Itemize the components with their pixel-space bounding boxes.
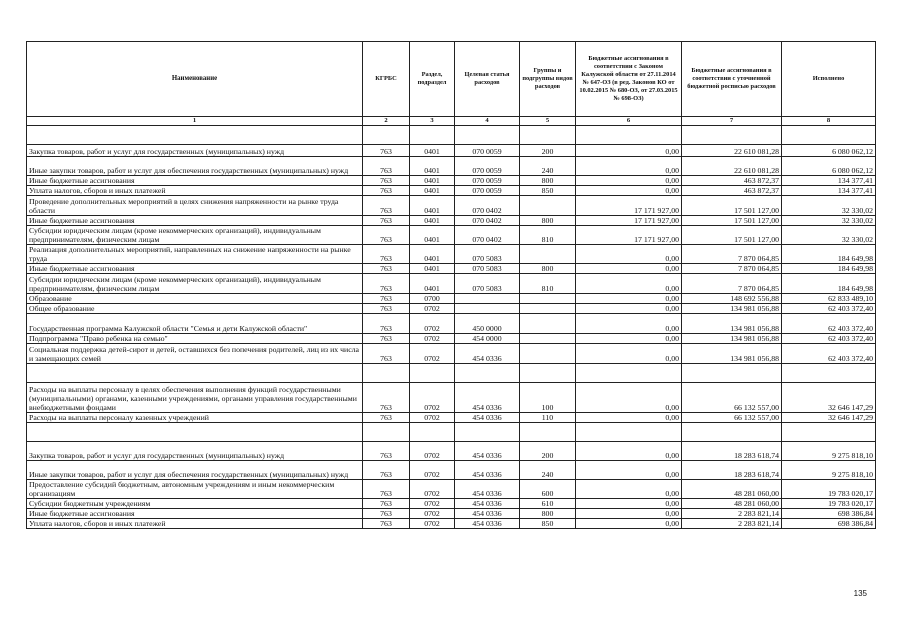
table-row: [27, 334, 876, 344]
cell-done: 62 403 372,40: [782, 314, 876, 334]
cell-refined: 7 870 064,85: [682, 245, 782, 264]
cell-refined: 66 132 557,00: [682, 383, 782, 413]
cell-done: 32 330,02: [782, 196, 876, 216]
cell-done: 32 646 147,29: [782, 383, 876, 413]
cell-law: 0,00: [576, 480, 682, 499]
table-row: [27, 442, 876, 461]
cell-name: Субсидии юридическим лицам (кроме некоммерческих организаций), индивидуальным предпринимателям, физическим лицам: [27, 274, 363, 294]
cell-law: 0,00: [576, 344, 682, 364]
cell-refined: 134 981 056,88: [682, 304, 782, 314]
cell-group: 850: [520, 186, 576, 196]
spacer-cell: [782, 126, 876, 145]
col-number: 7: [682, 117, 782, 126]
cell-target: 454 0336: [455, 442, 520, 461]
cell-kgrbs: 763: [363, 383, 410, 413]
cell-refined: 134 981 056,88: [682, 334, 782, 344]
cell-kgrbs: 763: [363, 413, 410, 423]
cell-law: 0,00: [576, 383, 682, 413]
table-row: [27, 216, 876, 226]
cell-done: 19 783 020,17: [782, 499, 876, 509]
cell-group: 800: [520, 216, 576, 226]
cell-target: 454 0336: [455, 480, 520, 499]
table-row: [27, 499, 876, 509]
cell-kgrbs: 763: [363, 509, 410, 519]
spacer-row: [27, 126, 876, 145]
cell-name: Подпрограмма "Право ребенка на семью": [27, 334, 363, 344]
cell-law: 0,00: [576, 186, 682, 196]
table-row: [27, 145, 876, 157]
cell-law: 0,00: [576, 304, 682, 314]
cell-kgrbs: 763: [363, 245, 410, 264]
cell-section: 0702: [410, 314, 455, 334]
cell-name: Иные закупки товаров, работ и услуг для обеспечения государственных (муниципальных) нужд: [27, 157, 363, 176]
cell-group: [520, 334, 576, 344]
cell-done: 698 386,84: [782, 519, 876, 529]
header-name: Наименование: [27, 42, 363, 117]
spacer-cell: [520, 126, 576, 145]
cell-law: 17 171 927,00: [576, 216, 682, 226]
spacer-cell: [782, 423, 876, 442]
cell-name: Государственная программа Калужской области "Семья и дети Калужской области": [27, 314, 363, 334]
spacer-row: [27, 364, 876, 383]
spacer-cell: [27, 364, 363, 383]
cell-section: 0702: [410, 344, 455, 364]
cell-kgrbs: 763: [363, 216, 410, 226]
cell-section: 0702: [410, 334, 455, 344]
spacer-cell: [682, 423, 782, 442]
header-refined: Бюджетные ассигнования в соответствии с уточненной бюджетной росписью расходов: [682, 42, 782, 117]
cell-group: 800: [520, 264, 576, 274]
cell-target: 454 0336: [455, 519, 520, 529]
cell-done: 184 649,98: [782, 264, 876, 274]
cell-name: Расходы на выплаты персоналу казенных учреждений: [27, 413, 363, 423]
cell-kgrbs: 763: [363, 480, 410, 499]
table-row: [27, 264, 876, 274]
cell-kgrbs: 763: [363, 226, 410, 245]
cell-name: Реализация дополнительных мероприятий, направленных на снижение напряженности на рынке труда: [27, 245, 363, 264]
cell-target: 454 0336: [455, 509, 520, 519]
column-number-row: [27, 117, 876, 126]
table-row: [27, 413, 876, 423]
cell-law: 0,00: [576, 176, 682, 186]
cell-law: 0,00: [576, 294, 682, 304]
table-row: [27, 294, 876, 304]
spacer-cell: [363, 423, 410, 442]
cell-name: Общее образование: [27, 304, 363, 314]
cell-group: 100: [520, 383, 576, 413]
cell-target: 070 0402: [455, 216, 520, 226]
cell-law: 0,00: [576, 519, 682, 529]
cell-done: 62 403 372,40: [782, 304, 876, 314]
budget-table: [26, 41, 876, 529]
cell-target: 070 0402: [455, 196, 520, 216]
spacer-cell: [576, 126, 682, 145]
table-row: [27, 344, 876, 364]
cell-section: 0700: [410, 294, 455, 304]
cell-target: [455, 304, 520, 314]
cell-name: Проведение дополнительных мероприятий в целях снижения напряженности на рынке труда области: [27, 196, 363, 216]
table-header: [27, 42, 876, 126]
cell-section: 0401: [410, 145, 455, 157]
cell-name: Иные бюджетные ассигнования: [27, 176, 363, 186]
cell-group: 200: [520, 145, 576, 157]
table-body: [27, 126, 876, 529]
cell-law: 0,00: [576, 274, 682, 294]
spacer-cell: [455, 364, 520, 383]
cell-group: 810: [520, 226, 576, 245]
cell-target: 070 0059: [455, 186, 520, 196]
cell-section: 0401: [410, 226, 455, 245]
cell-law: 0,00: [576, 157, 682, 176]
header-groups: Группы и подгруппы видов расходов: [520, 42, 576, 117]
cell-group: 800: [520, 509, 576, 519]
cell-group: [520, 245, 576, 264]
cell-name: Иные бюджетные ассигнования: [27, 264, 363, 274]
cell-name: Образование: [27, 294, 363, 304]
spacer-cell: [410, 423, 455, 442]
cell-kgrbs: 763: [363, 314, 410, 334]
cell-done: 62 403 372,40: [782, 334, 876, 344]
spacer-row: [27, 423, 876, 442]
cell-group: 850: [520, 519, 576, 529]
cell-section: 0702: [410, 499, 455, 509]
cell-section: 0401: [410, 157, 455, 176]
cell-law: 0,00: [576, 334, 682, 344]
header-target: Целевая статья расходов: [455, 42, 520, 117]
spacer-cell: [410, 364, 455, 383]
cell-target: [455, 294, 520, 304]
cell-refined: 18 283 618,74: [682, 442, 782, 461]
cell-target: 454 0336: [455, 499, 520, 509]
spacer-cell: [782, 364, 876, 383]
cell-done: 32 330,02: [782, 226, 876, 245]
cell-group: 110: [520, 413, 576, 423]
cell-section: 0401: [410, 186, 455, 196]
table-row: [27, 304, 876, 314]
cell-kgrbs: 763: [363, 274, 410, 294]
cell-kgrbs: 763: [363, 145, 410, 157]
cell-law: 0,00: [576, 442, 682, 461]
cell-refined: 463 872,37: [682, 186, 782, 196]
table-row: [27, 509, 876, 519]
cell-name: Закупка товаров, работ и услуг для государственных (муниципальных) нужд: [27, 145, 363, 157]
cell-section: 0702: [410, 480, 455, 499]
spacer-cell: [682, 126, 782, 145]
col-number: 5: [520, 117, 576, 126]
cell-name: Социальная поддержка детей-сирот и детей, оставшихся без попечения родителей, лиц из их числа и замещающих семей: [27, 344, 363, 364]
cell-refined: 17 501 127,00: [682, 196, 782, 216]
cell-refined: 22 610 081,28: [682, 157, 782, 176]
cell-done: 6 080 062,12: [782, 145, 876, 157]
cell-name: Уплата налогов, сборов и иных платежей: [27, 186, 363, 196]
header-kgrbs: КГРБС: [363, 42, 410, 117]
col-number: 8: [782, 117, 876, 126]
cell-target: 070 5083: [455, 264, 520, 274]
cell-done: 6 080 062,12: [782, 157, 876, 176]
cell-refined: 17 501 127,00: [682, 226, 782, 245]
cell-kgrbs: 763: [363, 264, 410, 274]
table-row: [27, 274, 876, 294]
cell-target: 070 0059: [455, 145, 520, 157]
cell-section: 0702: [410, 461, 455, 480]
cell-section: 0401: [410, 196, 455, 216]
spacer-cell: [410, 126, 455, 145]
table-row: [27, 157, 876, 176]
cell-name: Уплата налогов, сборов и иных платежей: [27, 519, 363, 529]
col-number: 4: [455, 117, 520, 126]
cell-group: 600: [520, 480, 576, 499]
col-number: 2: [363, 117, 410, 126]
table-row: [27, 176, 876, 186]
cell-kgrbs: 763: [363, 186, 410, 196]
cell-group: 240: [520, 157, 576, 176]
cell-kgrbs: 763: [363, 499, 410, 509]
cell-done: 32 330,02: [782, 216, 876, 226]
cell-kgrbs: 763: [363, 294, 410, 304]
cell-target: 070 5083: [455, 245, 520, 264]
col-number: 1: [27, 117, 363, 126]
cell-done: 184 649,98: [782, 245, 876, 264]
cell-name: Иные закупки товаров, работ и услуг для обеспечения государственных (муниципальных) нужд: [27, 461, 363, 480]
cell-group: [520, 294, 576, 304]
cell-target: 454 0336: [455, 344, 520, 364]
cell-law: 0,00: [576, 499, 682, 509]
cell-refined: 22 610 081,28: [682, 145, 782, 157]
cell-name: Закупка товаров, работ и услуг для государственных (муниципальных) нужд: [27, 442, 363, 461]
cell-done: 19 783 020,17: [782, 480, 876, 499]
table-row: [27, 314, 876, 334]
cell-target: 454 0336: [455, 461, 520, 480]
cell-target: 070 0402: [455, 226, 520, 245]
cell-law: 17 171 927,00: [576, 196, 682, 216]
cell-law: 0,00: [576, 314, 682, 334]
cell-section: 0702: [410, 442, 455, 461]
table-row: [27, 383, 876, 413]
cell-name: Иные бюджетные ассигнования: [27, 216, 363, 226]
spacer-cell: [27, 423, 363, 442]
cell-section: 0401: [410, 264, 455, 274]
cell-group: [520, 304, 576, 314]
cell-target: 454 0000: [455, 334, 520, 344]
cell-refined: 17 501 127,00: [682, 216, 782, 226]
spacer-cell: [682, 364, 782, 383]
cell-law: 0,00: [576, 413, 682, 423]
cell-refined: 134 981 056,88: [682, 344, 782, 364]
spacer-cell: [455, 423, 520, 442]
cell-law: 17 171 927,00: [576, 226, 682, 245]
cell-section: 0401: [410, 216, 455, 226]
cell-group: [520, 314, 576, 334]
cell-kgrbs: 763: [363, 461, 410, 480]
table-row: [27, 186, 876, 196]
cell-law: 0,00: [576, 264, 682, 274]
cell-refined: 148 692 556,88: [682, 294, 782, 304]
cell-refined: 48 281 060,00: [682, 499, 782, 509]
cell-law: 0,00: [576, 245, 682, 264]
cell-target: 070 0059: [455, 176, 520, 186]
spacer-cell: [363, 364, 410, 383]
cell-section: 0401: [410, 176, 455, 186]
cell-group: 800: [520, 176, 576, 186]
cell-done: 62 403 372,40: [782, 344, 876, 364]
cell-done: 184 649,98: [782, 274, 876, 294]
table-row: [27, 461, 876, 480]
cell-group: 810: [520, 274, 576, 294]
cell-section: 0702: [410, 413, 455, 423]
cell-law: 0,00: [576, 461, 682, 480]
cell-group: [520, 196, 576, 216]
cell-name: Субсидии бюджетным учреждениям: [27, 499, 363, 509]
cell-group: 200: [520, 442, 576, 461]
table-row: [27, 519, 876, 529]
cell-section: 0702: [410, 383, 455, 413]
cell-refined: 48 281 060,00: [682, 480, 782, 499]
cell-law: 0,00: [576, 145, 682, 157]
cell-done: 698 386,84: [782, 509, 876, 519]
cell-refined: 463 872,37: [682, 176, 782, 186]
cell-section: 0702: [410, 519, 455, 529]
cell-target: 070 5083: [455, 274, 520, 294]
cell-kgrbs: 763: [363, 176, 410, 186]
col-number: 6: [576, 117, 682, 126]
table-row: [27, 480, 876, 499]
header-law: Бюджетные ассигнования в соответствии с Законом Калужской области от 27.11.2014 № 647-ОЗ (в ред. Законов КО от 10.02.2015 № 680-ОЗ, от 27.03.2015 № 698-ОЗ): [576, 42, 682, 117]
col-number: 3: [410, 117, 455, 126]
cell-group: [520, 344, 576, 364]
cell-kgrbs: 763: [363, 344, 410, 364]
cell-refined: 2 283 821,14: [682, 519, 782, 529]
spacer-cell: [455, 126, 520, 145]
cell-refined: 134 981 056,88: [682, 314, 782, 334]
cell-refined: 7 870 064,85: [682, 274, 782, 294]
cell-name: Субсидии юридическим лицам (кроме некоммерческих организаций), индивидуальным предпринимателям, физическим лицам: [27, 226, 363, 245]
cell-group: 240: [520, 461, 576, 480]
cell-target: 454 0336: [455, 413, 520, 423]
cell-section: 0702: [410, 304, 455, 314]
cell-done: 62 833 489,10: [782, 294, 876, 304]
cell-refined: 18 283 618,74: [682, 461, 782, 480]
cell-refined: 2 283 821,14: [682, 509, 782, 519]
cell-section: 0702: [410, 509, 455, 519]
cell-kgrbs: 763: [363, 196, 410, 216]
cell-name: Расходы на выплаты персоналу в целях обеспечения выполнения функций государственными (муниципальными) органами, казенными учреждениями, органами управления государственными внебюджетными фондами: [27, 383, 363, 413]
spacer-cell: [576, 423, 682, 442]
cell-done: 9 275 818,10: [782, 461, 876, 480]
spacer-cell: [576, 364, 682, 383]
table-row: [27, 245, 876, 264]
cell-done: 134 377,41: [782, 176, 876, 186]
table-row: [27, 196, 876, 216]
table-row: [27, 226, 876, 245]
cell-target: 450 0000: [455, 314, 520, 334]
cell-law: 0,00: [576, 509, 682, 519]
cell-refined: 66 132 557,00: [682, 413, 782, 423]
spacer-cell: [363, 126, 410, 145]
cell-name: Предоставление субсидий бюджетным, автономным учреждениям и иным некоммерческим организациям: [27, 480, 363, 499]
cell-done: 9 275 818,10: [782, 442, 876, 461]
page-number: 135: [853, 589, 867, 598]
cell-group: 610: [520, 499, 576, 509]
cell-kgrbs: 763: [363, 304, 410, 314]
cell-section: 0401: [410, 274, 455, 294]
spacer-cell: [27, 126, 363, 145]
cell-kgrbs: 763: [363, 519, 410, 529]
cell-done: 32 646 147,29: [782, 413, 876, 423]
cell-section: 0401: [410, 245, 455, 264]
cell-name: Иные бюджетные ассигнования: [27, 509, 363, 519]
cell-target: 454 0336: [455, 383, 520, 413]
cell-refined: 7 870 064,85: [682, 264, 782, 274]
header-done: Исполнено: [782, 42, 876, 117]
cell-kgrbs: 763: [363, 442, 410, 461]
header-section: Раздел, подраздел: [410, 42, 455, 117]
cell-target: 070 0059: [455, 157, 520, 176]
cell-done: 134 377,41: [782, 186, 876, 196]
cell-kgrbs: 763: [363, 334, 410, 344]
spacer-cell: [520, 364, 576, 383]
cell-kgrbs: 763: [363, 157, 410, 176]
spacer-cell: [520, 423, 576, 442]
